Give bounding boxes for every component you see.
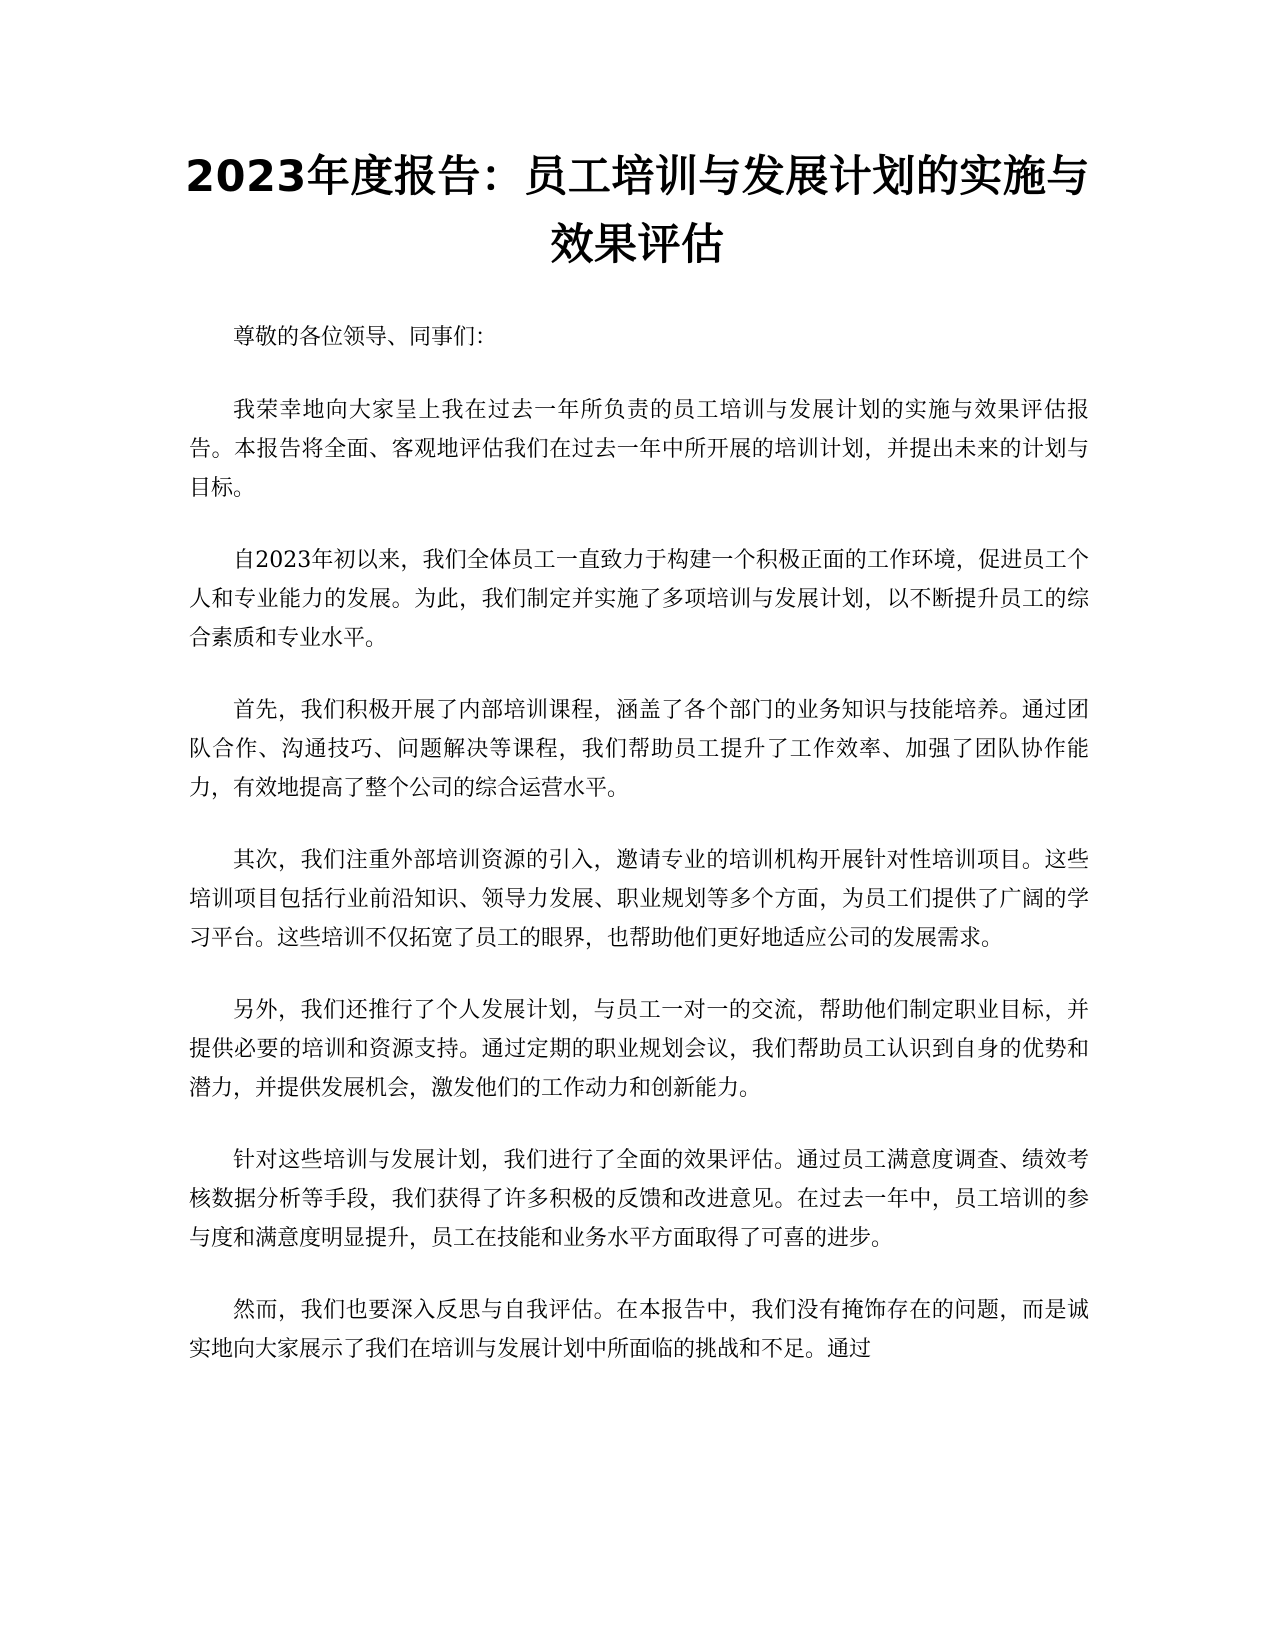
- paragraph: 我荣幸地向大家呈上我在过去一年所负责的员工培训与发展计划的实施与效果评估报告。本报告将全面、客观地评估我们在过去一年中所开展的培训计划，并提出未来的计划与目标。: [189, 398, 1089, 501]
- paragraph: 另外，我们还推行了个人发展计划，与员工一对一的交流，帮助他们制定职业目标，并提供必要的培训和资源支持。通过定期的职业规划会议，我们帮助员工认识到自身的优势和潜力，并提供发展机会，激发他们的工作动力和创新能力。: [189, 998, 1089, 1101]
- salutation: 尊敬的各位领导、同事们：: [233, 325, 498, 350]
- paragraph: 自2023年初以来，我们全体员工一直致力于构建一个积极正面的工作环境，促进员工个人和专业能力的发展。为此，我们制定并实施了多项培训与发展计划，以不断提升员工的综合素质和专业水平。: [189, 548, 1089, 651]
- paragraph: 首先，我们积极开展了内部培训课程，涵盖了各个部门的业务知识与技能培养。通过团队合作、沟通技巧、问题解决等课程，我们帮助员工提升了工作效率、加强了团队协作能力，有效地提高了整个公司的综合运营水平。: [189, 698, 1089, 801]
- paragraph: 然而，我们也要深入反思与自我评估。在本报告中，我们没有掩饰存在的问题，而是诚实地向大家展示了我们在培训与发展计划中所面临的挑战和不足。通过: [189, 1298, 1089, 1362]
- document-title: 2023年度报告：员工培训与发展计划的实施与效果评估: [185, 152, 1090, 270]
- paragraph: 针对这些培训与发展计划，我们进行了全面的效果评估。通过员工满意度调查、绩效考核数据分析等手段，我们获得了许多积极的反馈和改进意见。在过去一年中，员工培训的参与度和满意度明显提升，员工在技能和业务水平方面取得了可喜的进步。: [189, 1148, 1089, 1251]
- paragraph: 其次，我们注重外部培训资源的引入，邀请专业的培训机构开展针对性培训项目。这些培训项目包括行业前沿知识、领导力发展、职业规划等多个方面，为员工们提供了广阔的学习平台。这些培训不仅拓宽了员工的眼界，也帮助他们更好地适应公司的发展需求。: [189, 848, 1089, 951]
- document-body: [189, 318, 1089, 1402]
